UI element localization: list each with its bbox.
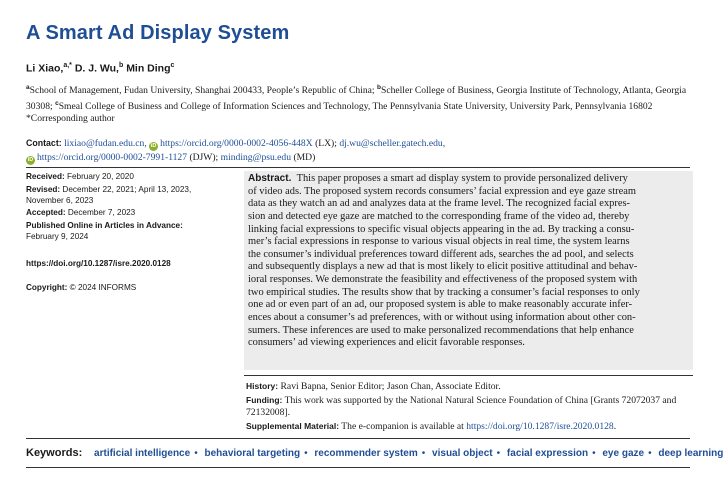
abstract-line: and subsequently displays a new ad that is most likely to elicit positive attitudinal and behav- bbox=[248, 261, 638, 273]
keyword-link[interactable]: deep learning bbox=[658, 448, 723, 459]
supplemental-label: Supplemental Material: bbox=[246, 420, 340, 431]
funding-label: Funding: bbox=[246, 394, 283, 405]
published-label: Published Online in Articles in Advance: bbox=[26, 221, 183, 231]
orcid-link[interactable]: https://orcid.org/0000-0002-4056-448X bbox=[160, 138, 313, 149]
received-date: February 20, 2020 bbox=[66, 172, 134, 181]
keyword-link[interactable]: visual object bbox=[432, 448, 493, 459]
accepted-label: Accepted: bbox=[26, 208, 66, 218]
keywords-bottom-divider bbox=[26, 467, 690, 468]
keyword-separator: • bbox=[304, 448, 308, 459]
abstract-line: consumers’ ad viewing experiences and elicit favorable responses. bbox=[248, 337, 525, 349]
affiliation-mark: c bbox=[55, 99, 59, 107]
abstract-label: Abstract. bbox=[248, 173, 292, 184]
affiliation-mark: a bbox=[26, 84, 30, 91]
funding-text: This work was supported by the National Natural Science Foundation of China [Grants 72072037 and 72132008]. bbox=[246, 394, 677, 418]
keyword-separator: • bbox=[421, 448, 426, 459]
keyword-link[interactable]: artificial intelligence bbox=[94, 448, 191, 459]
abstract bbox=[244, 171, 693, 370]
article-history bbox=[246, 380, 692, 433]
orcid-icon: iD bbox=[150, 143, 157, 149]
orcid-owner: (DJW); bbox=[189, 152, 219, 163]
abstract-line: of video ads. The proposed system records consumers’ facial expression and eye gaze stream bbox=[248, 185, 636, 197]
affiliation-text: Scheller College of Business, Georgia Institute of Technology, Atlanta, Georgia 30308; bbox=[26, 85, 687, 112]
affiliations bbox=[26, 82, 690, 126]
corresponding-author-note: *Corresponding author bbox=[26, 113, 115, 125]
email-link[interactable]: lixiao@fudan.edu.cn, bbox=[64, 138, 147, 149]
supplemental-link[interactable]: https://doi.org/10.1287/isre.2020.0128 bbox=[466, 420, 614, 432]
abstract-divider bbox=[244, 375, 693, 376]
abstract-line: ioral responses. We demonstrate the feasibility and effectiveness of the proposed system with bbox=[248, 274, 638, 285]
abstract-line: sumers. These inferences are used to make personalized recommendations that help enhance bbox=[248, 324, 634, 336]
keywords-row bbox=[26, 447, 723, 459]
abstract-line: two empirical studies. The results show that by tracking a consumer’s facial responses to only bbox=[248, 286, 640, 298]
keyword-link[interactable]: eye gaze bbox=[602, 448, 645, 459]
author-affiliation-mark: a,* bbox=[63, 62, 72, 69]
email-owner: (MD) bbox=[293, 152, 316, 163]
author-name: D. J. Wu, bbox=[74, 62, 119, 75]
history-label: History: bbox=[246, 381, 279, 391]
article-dates bbox=[26, 172, 226, 293]
abstract-line: This paper proposes a smart ad display system to provide personalized delivery bbox=[296, 173, 628, 184]
contact-info bbox=[26, 137, 690, 165]
keywords-label: Keywords: bbox=[26, 447, 83, 459]
accepted-date: December 7, 2023 bbox=[67, 208, 136, 218]
paper-title: A Smart Ad Display System bbox=[26, 22, 290, 44]
revised-dates: December 22, 2021; April 13, 2023, November 6, 2023 bbox=[26, 184, 192, 205]
email-link[interactable]: minding@psu.edu bbox=[220, 152, 292, 163]
orcid-owner: (LX); bbox=[315, 138, 337, 149]
keywords-top-divider bbox=[26, 438, 690, 439]
abstract-line: one ad or even part of an ad, our proposed system is able to make reasonably accurate infer- bbox=[248, 299, 633, 311]
abstract-line: mer’s facial expressions in response to various visual objects in real time, the system learns bbox=[248, 236, 630, 248]
abstract-line: ences about a consumer’s ad preferences, with or without using information about other con- bbox=[248, 311, 636, 323]
copyright-text: © 2024 INFORMS bbox=[69, 282, 137, 292]
supplemental-end: . bbox=[613, 420, 617, 432]
keyword-link[interactable]: facial expression bbox=[506, 448, 589, 459]
keyword-link[interactable]: behavioral targeting bbox=[204, 448, 301, 459]
revised-label: Revised: bbox=[26, 184, 61, 194]
header-divider bbox=[26, 167, 690, 168]
supplemental-text: The e-companion is available at bbox=[341, 420, 464, 432]
affiliation-mark: b bbox=[377, 84, 381, 91]
keyword-separator: • bbox=[496, 448, 501, 459]
keyword-separator: • bbox=[592, 448, 596, 459]
author-affiliation-mark: b bbox=[118, 62, 124, 69]
published-date: February 9, 2024 bbox=[26, 231, 89, 241]
abstract-line: the consumer’s individual preferences toward different ads, searches the ad pool, and selects bbox=[248, 248, 634, 260]
affiliation-text: School of Management, Fudan University, Shanghai 200433, People’s Republic of China; bbox=[29, 85, 377, 97]
keyword-separator: • bbox=[194, 448, 198, 459]
abstract-line: linking facial expressions to specific visual objects appearing in the ad. By tracking a consu- bbox=[248, 223, 635, 235]
contact-label: Contact: bbox=[26, 138, 62, 148]
author-affiliation-mark: c bbox=[170, 62, 175, 69]
keyword-separator: • bbox=[648, 448, 652, 459]
orcid-icon: iD bbox=[27, 157, 34, 163]
doi-link[interactable]: https://doi.org/10.1287/isre.2020.0128 bbox=[26, 258, 171, 268]
author-name: Li Xiao, bbox=[26, 62, 64, 75]
keyword-link[interactable]: recommender system bbox=[314, 448, 418, 459]
copyright-label: Copyright: bbox=[26, 282, 68, 292]
author-list bbox=[26, 62, 174, 75]
email-link[interactable]: dj.wu@scheller.gatech.edu, bbox=[339, 138, 446, 149]
abstract-line: sion and detected eye gaze are matched to the corresponding frame of the video ad, thereby bbox=[248, 210, 630, 222]
history-text: Ravi Bapna, Senior Editor; Jason Chan, Associate Editor. bbox=[280, 381, 501, 392]
received-label: Received: bbox=[26, 172, 65, 181]
abstract-line: data as they watch an ad and analyzes data at the frame level. The recognized facial expres- bbox=[248, 198, 631, 210]
author-name: Min Ding bbox=[126, 62, 171, 75]
affiliation-text: Smeal College of Business and College of Information Sciences and Technology, The Pennsylvania State University, University Park, Pennsylvania 16802 bbox=[58, 100, 653, 112]
orcid-link[interactable]: https://orcid.org/0000-0002-7991-1127 bbox=[37, 152, 188, 163]
